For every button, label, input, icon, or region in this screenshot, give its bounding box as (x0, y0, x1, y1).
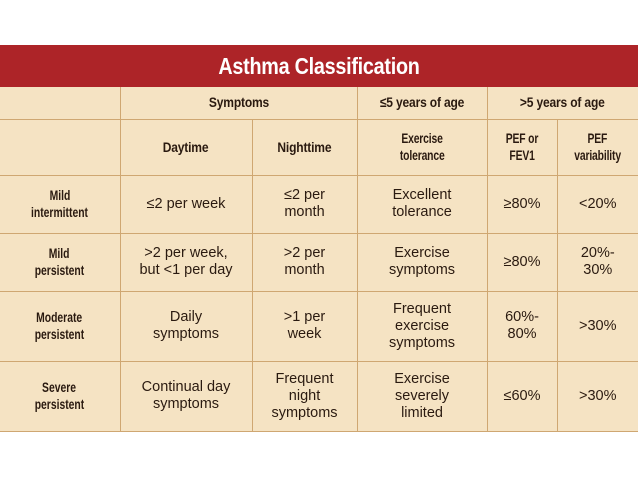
group-header-symptoms: Symptoms (120, 87, 357, 119)
table-row (0, 233, 638, 291)
cell-variability: 20%- 30% (557, 233, 638, 291)
cell-nighttime: >2 per month (252, 233, 357, 291)
table-row (0, 175, 638, 233)
column-header-daytime: Daytime (120, 119, 252, 175)
table-title-banner (0, 45, 638, 87)
cell-pef: ≤60% (487, 361, 557, 431)
cell-daytime: ≤2 per week (120, 175, 252, 233)
column-header-exercise-tolerance: Exercise tolerance (357, 119, 487, 175)
cell-exercise: Exercise symptoms (357, 233, 487, 291)
cell-daytime: >2 per week, but <1 per day (120, 233, 252, 291)
table-title: Asthma Classification (218, 52, 420, 79)
cell-nighttime: >1 per week (252, 291, 357, 361)
cell-pef: 60%- 80% (487, 291, 557, 361)
cell-nighttime: ≤2 per month (252, 175, 357, 233)
corner-cell-2 (0, 119, 120, 175)
row-header-mild-intermittent: Mild intermittent (0, 175, 120, 233)
row-header-severe-persistent: Severe persistent (0, 361, 120, 431)
table-row (0, 361, 638, 431)
corner-cell (0, 87, 120, 119)
cell-variability: >30% (557, 361, 638, 431)
asthma-classification-table (0, 87, 638, 432)
cell-variability: <20% (557, 175, 638, 233)
column-header-row (0, 119, 638, 175)
cell-exercise: Excellent tolerance (357, 175, 487, 233)
cell-nighttime: Frequent night symptoms (252, 361, 357, 431)
column-header-pef-variability: PEF variability (557, 119, 638, 175)
column-header-nighttime: Nighttime (252, 119, 357, 175)
cell-daytime: Continual day symptoms (120, 361, 252, 431)
column-header-pef-fev1: PEF or FEV1 (487, 119, 557, 175)
group-header-under5: ≤5 years of age (357, 87, 487, 119)
cell-pef: ≥80% (487, 175, 557, 233)
cell-daytime: Daily symptoms (120, 291, 252, 361)
row-header-mild-persistent: Mild persistent (0, 233, 120, 291)
group-header-over5: >5 years of age (487, 87, 638, 119)
cell-pef: ≥80% (487, 233, 557, 291)
row-header-moderate-persistent: Moderate persistent (0, 291, 120, 361)
cell-variability: >30% (557, 291, 638, 361)
cell-exercise: Exercise severely limited (357, 361, 487, 431)
group-header-row (0, 87, 638, 119)
table-row (0, 291, 638, 361)
cell-exercise: Frequent exercise symptoms (357, 291, 487, 361)
